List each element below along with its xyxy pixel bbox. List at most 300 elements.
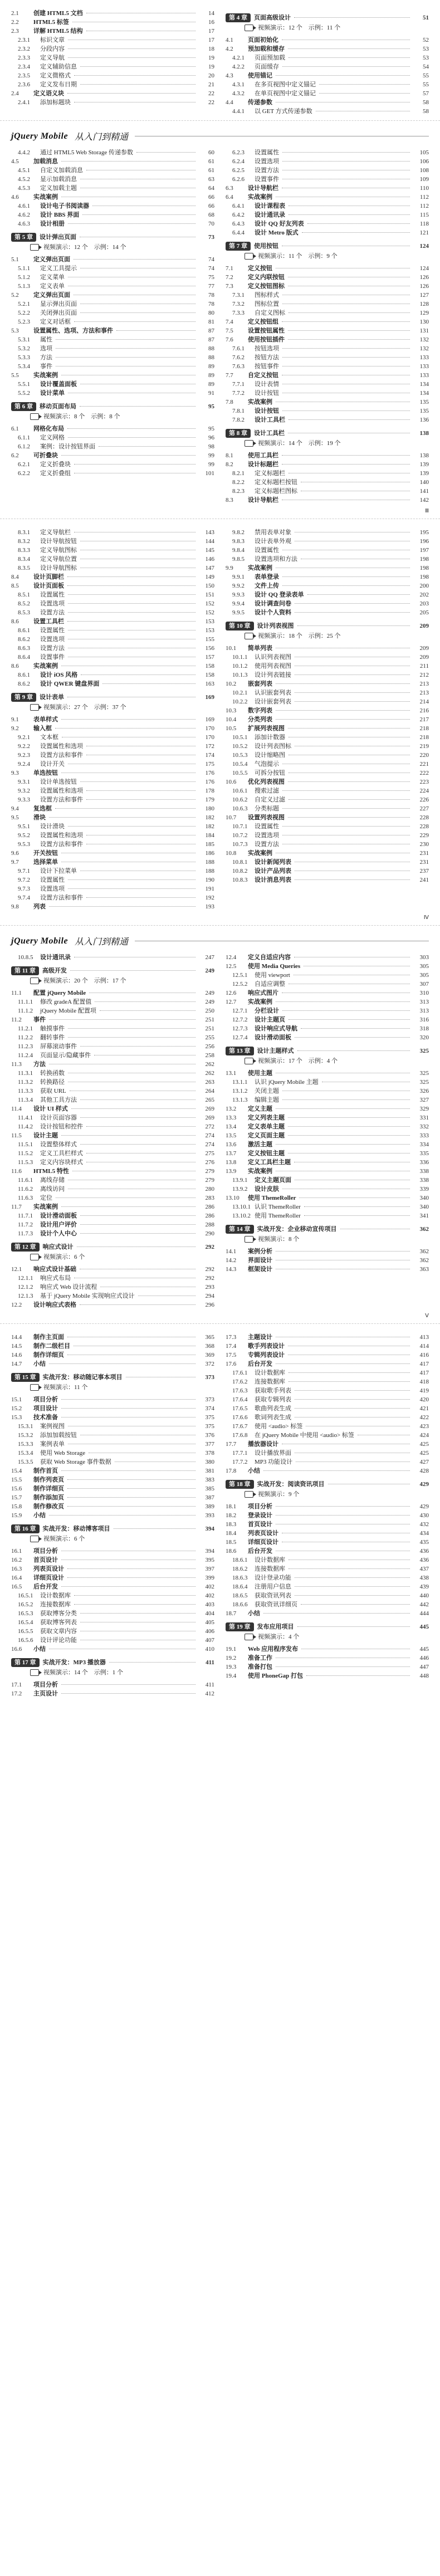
toc-entry[interactable] bbox=[226, 840, 429, 849]
toc-entry[interactable] bbox=[11, 1600, 214, 1609]
toc-entry[interactable] bbox=[226, 148, 429, 157]
toc-entry[interactable] bbox=[226, 451, 429, 460]
toc-entry[interactable] bbox=[226, 1149, 429, 1158]
toc-entry[interactable] bbox=[226, 1203, 429, 1211]
toc-entry[interactable] bbox=[11, 433, 214, 442]
toc-entry[interactable] bbox=[226, 1556, 429, 1565]
toc-entry[interactable] bbox=[226, 193, 429, 202]
toc-entry[interactable] bbox=[226, 1422, 429, 1431]
toc-entry[interactable] bbox=[11, 653, 214, 662]
toc-entry[interactable] bbox=[226, 1006, 429, 1015]
toc-entry[interactable] bbox=[226, 876, 429, 884]
toc-entry[interactable] bbox=[11, 1373, 214, 1382]
toc-entry[interactable] bbox=[226, 45, 429, 53]
toc-entry[interactable] bbox=[226, 581, 429, 590]
toc-entry[interactable] bbox=[226, 273, 429, 282]
toc-entry[interactable] bbox=[11, 564, 214, 573]
toc-entry[interactable] bbox=[11, 45, 214, 53]
toc-entry[interactable] bbox=[226, 416, 429, 424]
toc-entry[interactable] bbox=[11, 822, 214, 831]
toc-entry[interactable] bbox=[11, 1493, 214, 1502]
toc-entry[interactable] bbox=[226, 804, 429, 813]
toc-entry[interactable] bbox=[11, 71, 214, 80]
toc-entry[interactable] bbox=[226, 564, 429, 573]
toc-entry[interactable] bbox=[226, 1351, 429, 1360]
toc-entry[interactable] bbox=[226, 555, 429, 564]
toc-entry[interactable] bbox=[226, 460, 429, 469]
toc-entry[interactable] bbox=[226, 599, 429, 608]
toc-entry[interactable] bbox=[226, 184, 429, 193]
toc-entry[interactable] bbox=[226, 998, 429, 1006]
toc-entry[interactable] bbox=[11, 1283, 214, 1292]
toc-entry[interactable] bbox=[11, 537, 214, 546]
toc-entry[interactable] bbox=[226, 662, 429, 671]
toc-entry[interactable] bbox=[11, 1502, 214, 1511]
toc-entry[interactable] bbox=[226, 202, 429, 211]
toc-entry[interactable] bbox=[226, 1096, 429, 1104]
toc-entry[interactable] bbox=[226, 371, 429, 380]
toc-entry[interactable] bbox=[226, 1582, 429, 1591]
toc-entry[interactable] bbox=[226, 1176, 429, 1185]
toc-entry[interactable] bbox=[11, 1149, 214, 1158]
toc-entry[interactable] bbox=[11, 451, 214, 460]
toc-entry[interactable] bbox=[226, 786, 429, 795]
toc-entry[interactable] bbox=[226, 1502, 429, 1511]
toc-entry[interactable] bbox=[226, 53, 429, 62]
toc-entry[interactable] bbox=[11, 581, 214, 590]
toc-entry[interactable] bbox=[11, 371, 214, 380]
toc-entry[interactable] bbox=[226, 362, 429, 371]
toc-entry[interactable] bbox=[11, 1243, 214, 1252]
toc-entry[interactable] bbox=[11, 1627, 214, 1636]
toc-entry[interactable] bbox=[226, 1104, 429, 1113]
toc-entry[interactable] bbox=[11, 326, 214, 335]
toc-entry[interactable] bbox=[226, 1538, 429, 1547]
toc-entry[interactable] bbox=[226, 858, 429, 867]
toc-entry[interactable] bbox=[11, 157, 214, 166]
toc-entry[interactable] bbox=[11, 1342, 214, 1351]
toc-entry[interactable] bbox=[226, 157, 429, 166]
toc-entry[interactable] bbox=[11, 282, 214, 291]
toc-entry[interactable] bbox=[11, 953, 214, 962]
toc-entry[interactable] bbox=[226, 62, 429, 71]
toc-entry[interactable] bbox=[11, 733, 214, 742]
toc-entry[interactable] bbox=[11, 1395, 214, 1404]
toc-entry[interactable] bbox=[226, 1467, 429, 1475]
toc-entry[interactable] bbox=[226, 1600, 429, 1609]
toc-entry[interactable] bbox=[226, 282, 429, 291]
toc-entry[interactable] bbox=[11, 1194, 214, 1203]
toc-entry[interactable] bbox=[226, 1113, 429, 1122]
toc-entry[interactable] bbox=[226, 795, 429, 804]
toc-entry[interactable] bbox=[11, 1582, 214, 1591]
toc-entry[interactable] bbox=[226, 478, 429, 487]
toc-entry[interactable] bbox=[226, 573, 429, 581]
toc-entry[interactable] bbox=[11, 644, 214, 653]
toc-entry[interactable] bbox=[226, 1404, 429, 1413]
toc-entry[interactable] bbox=[226, 671, 429, 680]
toc-entry[interactable] bbox=[11, 27, 214, 36]
toc-entry[interactable] bbox=[11, 233, 214, 242]
toc-entry[interactable] bbox=[226, 1122, 429, 1131]
toc-entry[interactable] bbox=[11, 362, 214, 371]
toc-entry[interactable] bbox=[11, 662, 214, 671]
toc-entry[interactable] bbox=[11, 998, 214, 1006]
toc-entry[interactable] bbox=[226, 742, 429, 751]
toc-entry[interactable] bbox=[11, 858, 214, 867]
toc-entry[interactable] bbox=[11, 460, 214, 469]
toc-entry[interactable] bbox=[11, 424, 214, 433]
toc-entry[interactable] bbox=[11, 617, 214, 626]
toc-entry[interactable] bbox=[11, 36, 214, 45]
toc-entry[interactable] bbox=[226, 1395, 429, 1404]
toc-entry[interactable] bbox=[11, 1176, 214, 1185]
toc-entry[interactable] bbox=[226, 706, 429, 715]
toc-entry[interactable] bbox=[226, 264, 429, 273]
toc-entry[interactable] bbox=[226, 1529, 429, 1538]
toc-entry[interactable] bbox=[226, 849, 429, 858]
toc-entry[interactable] bbox=[226, 537, 429, 546]
toc-entry[interactable] bbox=[226, 546, 429, 555]
toc-entry[interactable] bbox=[11, 1096, 214, 1104]
toc-entry[interactable] bbox=[11, 335, 214, 344]
toc-entry[interactable] bbox=[226, 1449, 429, 1458]
toc-entry[interactable] bbox=[11, 1229, 214, 1238]
toc-entry[interactable] bbox=[226, 344, 429, 353]
toc-entry[interactable] bbox=[11, 1015, 214, 1024]
toc-entry[interactable] bbox=[11, 1113, 214, 1122]
toc-entry[interactable] bbox=[11, 555, 214, 564]
toc-entry[interactable] bbox=[226, 98, 429, 107]
toc-entry[interactable] bbox=[11, 1158, 214, 1167]
toc-entry[interactable] bbox=[226, 326, 429, 335]
toc-entry[interactable] bbox=[226, 309, 429, 317]
toc-entry[interactable] bbox=[226, 724, 429, 733]
toc-entry[interactable] bbox=[11, 1458, 214, 1467]
toc-entry[interactable] bbox=[226, 1573, 429, 1582]
toc-entry[interactable] bbox=[11, 1131, 214, 1140]
toc-entry[interactable] bbox=[226, 1609, 429, 1618]
toc-entry[interactable] bbox=[11, 751, 214, 760]
toc-entry[interactable] bbox=[11, 1475, 214, 1484]
toc-entry[interactable] bbox=[11, 193, 214, 202]
toc-entry[interactable] bbox=[226, 688, 429, 697]
toc-entry[interactable] bbox=[226, 760, 429, 769]
toc-entry[interactable] bbox=[11, 573, 214, 581]
toc-entry[interactable] bbox=[11, 202, 214, 211]
toc-entry[interactable] bbox=[11, 1565, 214, 1573]
toc-entry[interactable] bbox=[226, 1033, 429, 1042]
toc-entry[interactable] bbox=[11, 317, 214, 326]
toc-entry[interactable] bbox=[11, 1006, 214, 1015]
toc-entry[interactable] bbox=[226, 1671, 429, 1680]
toc-entry[interactable] bbox=[226, 1069, 429, 1078]
toc-entry[interactable] bbox=[226, 971, 429, 980]
toc-entry[interactable] bbox=[226, 1645, 429, 1654]
toc-entry[interactable] bbox=[226, 71, 429, 80]
toc-entry[interactable] bbox=[226, 1342, 429, 1351]
toc-entry[interactable] bbox=[11, 389, 214, 398]
toc-entry[interactable] bbox=[11, 53, 214, 62]
toc-entry[interactable] bbox=[11, 590, 214, 599]
toc-entry[interactable] bbox=[226, 813, 429, 822]
toc-entry[interactable] bbox=[11, 626, 214, 635]
toc-entry[interactable] bbox=[11, 1689, 214, 1698]
toc-entry[interactable] bbox=[11, 1440, 214, 1449]
toc-entry[interactable] bbox=[11, 1211, 214, 1220]
toc-entry[interactable] bbox=[226, 487, 429, 496]
toc-entry[interactable] bbox=[11, 1404, 214, 1413]
toc-entry[interactable] bbox=[226, 1377, 429, 1386]
toc-entry[interactable] bbox=[226, 1663, 429, 1671]
toc-entry[interactable] bbox=[226, 89, 429, 98]
toc-entry[interactable] bbox=[11, 778, 214, 786]
toc-entry[interactable] bbox=[11, 1024, 214, 1033]
toc-entry[interactable] bbox=[226, 1622, 429, 1631]
toc-entry[interactable] bbox=[11, 1185, 214, 1194]
toc-entry[interactable] bbox=[226, 953, 429, 962]
toc-entry[interactable] bbox=[11, 1060, 214, 1069]
toc-entry[interactable] bbox=[11, 1220, 214, 1229]
toc-entry[interactable] bbox=[226, 1015, 429, 1024]
toc-entry[interactable] bbox=[226, 36, 429, 45]
toc-entry[interactable] bbox=[11, 300, 214, 309]
toc-entry[interactable] bbox=[226, 1131, 429, 1140]
toc-entry[interactable] bbox=[226, 1024, 429, 1033]
toc-entry[interactable] bbox=[11, 89, 214, 98]
toc-entry[interactable] bbox=[226, 1360, 429, 1368]
toc-entry[interactable] bbox=[11, 1042, 214, 1051]
toc-entry[interactable] bbox=[11, 769, 214, 778]
toc-entry[interactable] bbox=[11, 255, 214, 264]
toc-entry[interactable] bbox=[226, 1140, 429, 1149]
toc-entry[interactable] bbox=[11, 1524, 214, 1533]
toc-entry[interactable] bbox=[11, 724, 214, 733]
toc-entry[interactable] bbox=[11, 1422, 214, 1431]
toc-entry[interactable] bbox=[226, 778, 429, 786]
toc-entry[interactable] bbox=[226, 496, 429, 505]
toc-entry[interactable] bbox=[11, 442, 214, 451]
toc-entry[interactable] bbox=[226, 715, 429, 724]
toc-entry[interactable] bbox=[11, 1333, 214, 1342]
toc-entry[interactable] bbox=[11, 680, 214, 688]
toc-entry[interactable] bbox=[11, 402, 214, 411]
toc-entry[interactable] bbox=[226, 1431, 429, 1440]
toc-entry[interactable] bbox=[11, 1301, 214, 1309]
toc-entry[interactable] bbox=[226, 1194, 429, 1203]
toc-entry[interactable] bbox=[226, 291, 429, 300]
toc-entry[interactable] bbox=[226, 317, 429, 326]
toc-entry[interactable] bbox=[11, 608, 214, 617]
toc-entry[interactable] bbox=[226, 407, 429, 416]
toc-entry[interactable] bbox=[11, 795, 214, 804]
toc-entry[interactable] bbox=[11, 1556, 214, 1565]
toc-entry[interactable] bbox=[226, 528, 429, 537]
toc-entry[interactable] bbox=[226, 1211, 429, 1220]
toc-entry[interactable] bbox=[226, 398, 429, 407]
toc-entry[interactable] bbox=[226, 733, 429, 742]
toc-entry[interactable] bbox=[226, 429, 429, 438]
toc-entry[interactable] bbox=[226, 867, 429, 876]
toc-entry[interactable] bbox=[11, 849, 214, 858]
toc-entry[interactable] bbox=[11, 380, 214, 389]
toc-entry[interactable] bbox=[226, 697, 429, 706]
toc-entry[interactable] bbox=[11, 1680, 214, 1689]
toc-entry[interactable] bbox=[11, 1203, 214, 1211]
toc-entry[interactable] bbox=[11, 966, 214, 975]
toc-entry[interactable] bbox=[11, 831, 214, 840]
toc-entry[interactable] bbox=[226, 13, 429, 22]
toc-entry[interactable] bbox=[226, 680, 429, 688]
toc-entry[interactable] bbox=[226, 1511, 429, 1520]
toc-entry[interactable] bbox=[11, 1033, 214, 1042]
toc-entry[interactable] bbox=[11, 671, 214, 680]
toc-entry[interactable] bbox=[226, 1368, 429, 1377]
toc-entry[interactable] bbox=[11, 469, 214, 478]
toc-entry[interactable] bbox=[11, 884, 214, 893]
toc-entry[interactable] bbox=[226, 1333, 429, 1342]
toc-entry[interactable] bbox=[11, 1078, 214, 1087]
toc-entry[interactable] bbox=[11, 902, 214, 911]
toc-entry[interactable] bbox=[226, 469, 429, 478]
toc-entry[interactable] bbox=[226, 1158, 429, 1167]
toc-entry[interactable] bbox=[11, 9, 214, 18]
toc-entry[interactable] bbox=[11, 1467, 214, 1475]
toc-entry[interactable] bbox=[226, 211, 429, 219]
toc-entry[interactable] bbox=[226, 590, 429, 599]
toc-entry[interactable] bbox=[226, 1167, 429, 1176]
toc-entry[interactable] bbox=[11, 1360, 214, 1368]
toc-entry[interactable] bbox=[226, 1591, 429, 1600]
toc-entry[interactable] bbox=[11, 211, 214, 219]
toc-entry[interactable] bbox=[11, 715, 214, 724]
toc-entry[interactable] bbox=[11, 1591, 214, 1600]
toc-entry[interactable] bbox=[11, 353, 214, 362]
toc-entry[interactable] bbox=[11, 18, 214, 27]
toc-entry[interactable] bbox=[11, 344, 214, 353]
toc-entry[interactable] bbox=[226, 1225, 429, 1234]
toc-entry[interactable] bbox=[11, 1511, 214, 1520]
toc-entry[interactable] bbox=[226, 1520, 429, 1529]
toc-entry[interactable] bbox=[11, 184, 214, 193]
toc-entry[interactable] bbox=[226, 335, 429, 344]
toc-entry[interactable] bbox=[11, 1658, 214, 1667]
toc-entry[interactable] bbox=[226, 1256, 429, 1265]
toc-entry[interactable] bbox=[11, 264, 214, 273]
toc-entry[interactable] bbox=[226, 175, 429, 184]
toc-entry[interactable] bbox=[226, 166, 429, 175]
toc-entry[interactable] bbox=[226, 1247, 429, 1256]
toc-entry[interactable] bbox=[11, 166, 214, 175]
toc-entry[interactable] bbox=[11, 1051, 214, 1060]
toc-entry[interactable] bbox=[226, 644, 429, 653]
toc-entry[interactable] bbox=[226, 389, 429, 398]
toc-entry[interactable] bbox=[11, 876, 214, 884]
toc-entry[interactable] bbox=[226, 1440, 429, 1449]
toc-entry[interactable] bbox=[11, 98, 214, 107]
toc-entry[interactable] bbox=[11, 309, 214, 317]
toc-entry[interactable] bbox=[226, 622, 429, 630]
toc-entry[interactable] bbox=[11, 1547, 214, 1556]
toc-entry[interactable] bbox=[226, 80, 429, 89]
toc-entry[interactable] bbox=[226, 831, 429, 840]
toc-entry[interactable] bbox=[226, 300, 429, 309]
toc-entry[interactable] bbox=[11, 1140, 214, 1149]
toc-entry[interactable] bbox=[11, 813, 214, 822]
toc-entry[interactable] bbox=[11, 804, 214, 813]
toc-entry[interactable] bbox=[11, 1104, 214, 1113]
toc-entry[interactable] bbox=[226, 769, 429, 778]
toc-entry[interactable] bbox=[226, 107, 429, 116]
toc-entry[interactable] bbox=[11, 1449, 214, 1458]
toc-entry[interactable] bbox=[226, 608, 429, 617]
toc-entry[interactable] bbox=[226, 380, 429, 389]
toc-entry[interactable] bbox=[226, 1480, 429, 1489]
toc-entry[interactable] bbox=[11, 1122, 214, 1131]
toc-entry[interactable] bbox=[11, 1573, 214, 1582]
toc-entry[interactable] bbox=[226, 751, 429, 760]
toc-entry[interactable] bbox=[11, 989, 214, 998]
toc-entry[interactable] bbox=[226, 1265, 429, 1274]
toc-entry[interactable] bbox=[226, 1654, 429, 1663]
toc-entry[interactable] bbox=[11, 742, 214, 751]
toc-entry[interactable] bbox=[11, 1274, 214, 1283]
toc-entry[interactable] bbox=[11, 1087, 214, 1096]
toc-entry[interactable] bbox=[226, 228, 429, 237]
toc-entry[interactable] bbox=[11, 867, 214, 876]
toc-entry[interactable] bbox=[226, 1087, 429, 1096]
toc-entry[interactable] bbox=[11, 273, 214, 282]
toc-entry[interactable] bbox=[11, 635, 214, 644]
toc-entry[interactable] bbox=[226, 989, 429, 998]
toc-entry[interactable] bbox=[226, 353, 429, 362]
toc-entry[interactable] bbox=[11, 693, 214, 702]
toc-entry[interactable] bbox=[226, 980, 429, 989]
toc-entry[interactable] bbox=[226, 822, 429, 831]
toc-entry[interactable] bbox=[226, 242, 429, 251]
toc-entry[interactable] bbox=[11, 1413, 214, 1422]
toc-entry[interactable] bbox=[11, 599, 214, 608]
toc-entry[interactable] bbox=[11, 1431, 214, 1440]
toc-entry[interactable] bbox=[11, 840, 214, 849]
toc-entry[interactable] bbox=[11, 219, 214, 228]
toc-entry[interactable] bbox=[11, 1618, 214, 1627]
toc-entry[interactable] bbox=[11, 80, 214, 89]
toc-entry[interactable] bbox=[11, 760, 214, 769]
toc-entry[interactable] bbox=[226, 1547, 429, 1556]
toc-entry[interactable] bbox=[11, 1167, 214, 1176]
toc-entry[interactable] bbox=[11, 546, 214, 555]
toc-entry[interactable] bbox=[11, 786, 214, 795]
toc-entry[interactable] bbox=[11, 893, 214, 902]
toc-entry[interactable] bbox=[11, 148, 214, 157]
toc-entry[interactable] bbox=[226, 219, 429, 228]
toc-entry[interactable] bbox=[11, 1351, 214, 1360]
toc-entry[interactable] bbox=[11, 175, 214, 184]
toc-entry[interactable] bbox=[226, 1565, 429, 1573]
toc-entry[interactable] bbox=[11, 1636, 214, 1645]
toc-entry[interactable] bbox=[226, 1078, 429, 1087]
toc-entry[interactable] bbox=[11, 291, 214, 300]
toc-entry[interactable] bbox=[11, 1265, 214, 1274]
toc-entry[interactable] bbox=[226, 1413, 429, 1422]
toc-entry[interactable] bbox=[11, 62, 214, 71]
toc-entry[interactable] bbox=[226, 1185, 429, 1194]
toc-entry[interactable] bbox=[11, 1645, 214, 1654]
toc-entry[interactable] bbox=[11, 1609, 214, 1618]
toc-entry[interactable] bbox=[226, 1047, 429, 1055]
toc-entry[interactable] bbox=[226, 653, 429, 662]
